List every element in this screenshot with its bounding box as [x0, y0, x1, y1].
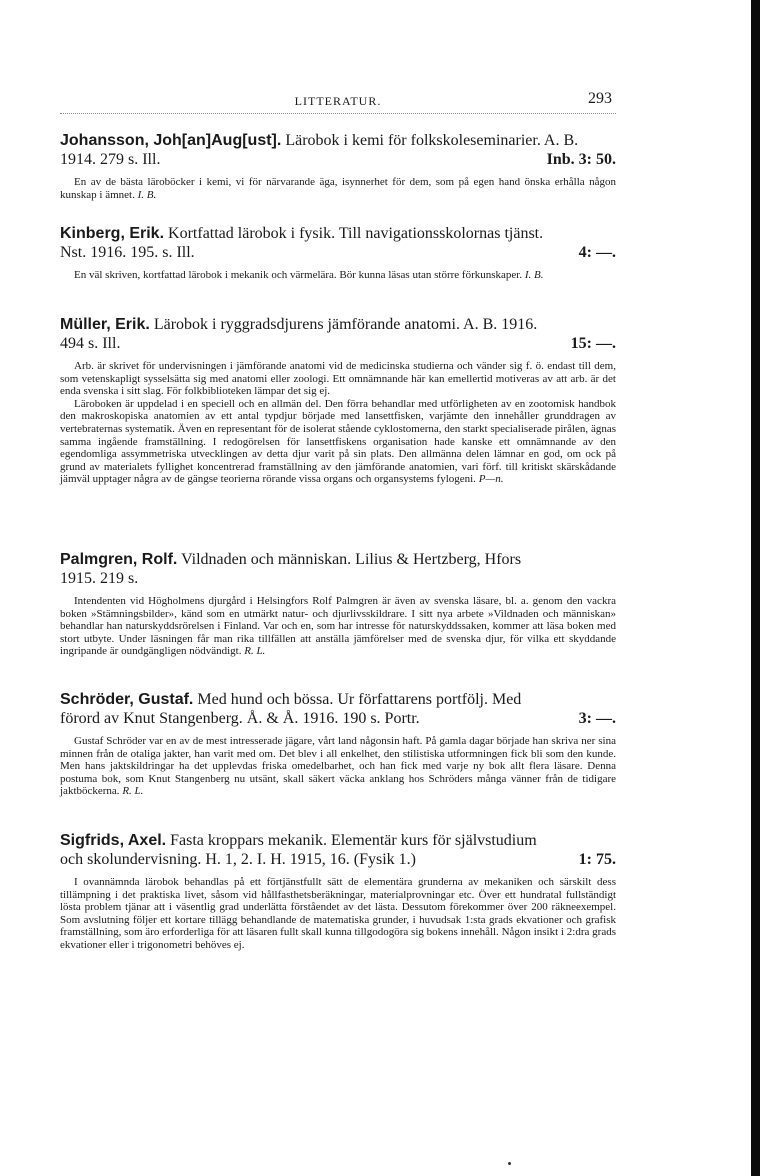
- entry-author: Johansson, Joh[an]Aug[ust].: [60, 132, 282, 149]
- entry-pubinfo-left: och skolundervisning. H. 1, 2. I. H. 1915, 16. (Fysik 1.): [60, 851, 416, 868]
- review-entry-sigfrids: [60, 831, 616, 952]
- entry-pubinfo-left: 1915. 219 s.: [60, 570, 139, 587]
- entry-title-text: Lärobok i kemi för folkskoleseminarier. A. B.: [281, 132, 579, 149]
- entry-author: Müller, Erik.: [60, 316, 150, 333]
- entry-review: [60, 876, 616, 952]
- entry-author: Kinberg, Erik.: [60, 225, 165, 242]
- entry-title: [60, 550, 616, 569]
- review-paragraph: Arb. är skrivet för undervisningen i jämförande anatomi vid de medicinska studierna och vänder sig f. ö. endast till dem, som vetenskapligt sysselsätta sig med anatomi eller zoologi. Ett omnämnande här kan emellertid motiveras av att arb. är det enda svenska i sitt slag. För folkbiblioteken lämpar det sig ej.: [60, 360, 616, 398]
- entry-title-text: Fasta kroppars mekanik. Elementär kurs för självstudium: [166, 832, 537, 849]
- review-entry-johansson: [60, 131, 616, 201]
- entry-review: [60, 735, 616, 798]
- page-number: 293: [588, 90, 612, 107]
- entry-price: 3: —.: [578, 710, 616, 727]
- page-header: [60, 90, 616, 112]
- header-rule: [60, 113, 616, 114]
- entry-review: [60, 269, 616, 282]
- entry-pubinfo-left: 1914. 279 s. Ill.: [60, 151, 161, 168]
- entry-pubinfo: [60, 150, 616, 169]
- entry-title-text: Med hund och bössa. Ur författarens portfölj. Med: [193, 691, 522, 708]
- entry-title: [60, 690, 616, 709]
- entry-author: Palmgren, Rolf.: [60, 551, 178, 568]
- scan-edge-bar: [751, 0, 760, 1176]
- entry-title: [60, 831, 616, 850]
- entry-review: [60, 595, 616, 658]
- entry-pubinfo-left: 494 s. Ill.: [60, 335, 121, 352]
- entry-author: Sigfrids, Axel.: [60, 832, 167, 849]
- review-entry-kinberg: [60, 224, 616, 282]
- review-paragraph: En av de bästa läroböcker i kemi, vi för närvarande äga, isynnerhet för dem, som på egen hand önska erhålla någon kunskap i ämnet. I. B.: [60, 176, 616, 201]
- review-paragraph: Läroboken är uppdelad i en speciell och en allmän del. Den förra behandlar med utförligheten av en zootomisk handbok den makroskopiska anatomien av ett antal typdjur började med lansettfisken, varjämte den innehåller grunddragen av vertebraternas systematik. Även en representant för de isolerat stående cyklostomerna, den starkt specialiserade pirålen, ägnas samma ingående framställning. I redogörelsen för lansettfiskens organisation hade kanske ett omnämnande av den egendomliga assymmetriska utvecklingen av detta djur varit på sin plats. Den allmänna delen lämnar en god, om ock på grund av materialets fyllighet koncentrerad framställning av den jämförande anatomien, vari förf. till kritiskt skärskådande jämväl upptager några av de gängse teorierna rörande vissa organs och organsystems fylogeni. P—n.: [60, 397, 616, 486]
- reviewer-signature: R. L.: [244, 645, 266, 658]
- entry-title: [60, 315, 616, 334]
- review-entry-palmgren: [60, 550, 616, 658]
- entry-pubinfo-left: förord av Knut Stangenberg. Å. & Å. 1916. 190 s. Portr.: [60, 710, 420, 727]
- reviewer-signature: R. L.: [122, 785, 144, 798]
- review-entry-schroder: [60, 690, 616, 798]
- review-paragraph: Gustaf Schröder var en av de mest intresserade jägare, vårt land någonsin haft. På gamla dagar började han skriva ner sina minnen från de otaliga jakter, han varit med om. Det blev i all enkelhet, den stilistiska utformningen fick bli som den kunde. Men hans jaktskildringar ha det upplevdas friska omedelbarhet, och han fick med varje ny bok allt flera läsare. Denna postuma bok, som Knut Stangenberg nu utsänt, skall säkert väcka anklang hos Schröders många vänner från de tidigare jaktböckerna. R. L.: [60, 735, 616, 798]
- entry-title-text: Lärobok i ryggradsdjurens jämförande anatomi. A. B. 1916.: [149, 316, 538, 333]
- entry-review: [60, 360, 616, 486]
- review-paragraph: I ovannämnda lärobok behandlas på ett förtjänstfullt sätt de elementära grunderna av mekaniken och särskilt dess tillämpning i det praktiska livet, såsom vid hållfasthetsberäkningar, materialprovningar etc. Över ett hundratal fullständigt lösta problem tjänar att i väsentlig grad underlätta förståendet av det lästa. Dessutom förekommer över 200 räkneexempel. Som avslutning följer ett kortare tillägg behandlande de matematiska grunder, i huvudsak 1:sta grads ekvationer och grafisk framställning, som äro erforderliga för att läsaren fullt skall kunna tillgodogöra sig bokens innehåll. Någon insikt i 2:dra grads ekvationer eller i trigonometri behöves ej.: [60, 876, 616, 951]
- entry-pubinfo: [60, 850, 616, 869]
- reviewer-signature: I. B.: [524, 269, 544, 281]
- entry-pubinfo: [60, 334, 616, 353]
- review-entry-muller: [60, 315, 616, 486]
- entry-pubinfo: [60, 709, 616, 728]
- review-paragraph: Intendenten vid Högholmens djurgård i Helsingfors Rolf Palmgren är även av svenska läsare, bl. a. genom den vackra boken »Stämningsbilder», känd som en utmärkt natur- och djurlivsskildrare. I sitt nya arbete »Vildnaden och människan» behandlar han naturskyddsrörelsen i Finland. Var och en, som har intresse för naturskyddssaken, kommer att läsa boken med stort utbyte. Under läsningen får man rika tillfällen att anställa jämförelser med de svenska djur, för vilka ett skyddande ingripande är oundgängligen nödvändigt. R. L.: [60, 595, 616, 658]
- entry-title: [60, 131, 616, 150]
- reviewer-signature: P—n.: [478, 473, 504, 486]
- entry-title-text: Kortfattad lärobok i fysik. Till navigationsskolornas tjänst.: [164, 225, 544, 242]
- entry-price: 4: —.: [578, 244, 616, 261]
- reviewer-signature: I. B.: [137, 188, 157, 201]
- entry-price: 15: —.: [570, 335, 616, 352]
- entry-title-text: Vildnaden och människan. Lilius & Hertzberg, Hfors: [177, 551, 522, 568]
- scan-speck: [508, 1162, 511, 1165]
- entry-price: Inb. 3: 50.: [546, 151, 616, 168]
- entry-pubinfo: [60, 569, 616, 588]
- running-title: LITTERATUR.: [294, 94, 382, 108]
- entry-title: [60, 224, 616, 243]
- entry-pubinfo: [60, 243, 616, 262]
- entry-review: [60, 176, 616, 201]
- entry-price: 1: 75.: [578, 851, 616, 868]
- entry-author: Schröder, Gustaf.: [60, 691, 194, 708]
- entry-pubinfo-left: Nst. 1916. 195. s. Ill.: [60, 244, 195, 261]
- review-paragraph: En väl skriven, kortfattad lärobok i mekanik och värmelära. Bör kunna läsas utan större förkunskaper. I. B.: [74, 269, 544, 281]
